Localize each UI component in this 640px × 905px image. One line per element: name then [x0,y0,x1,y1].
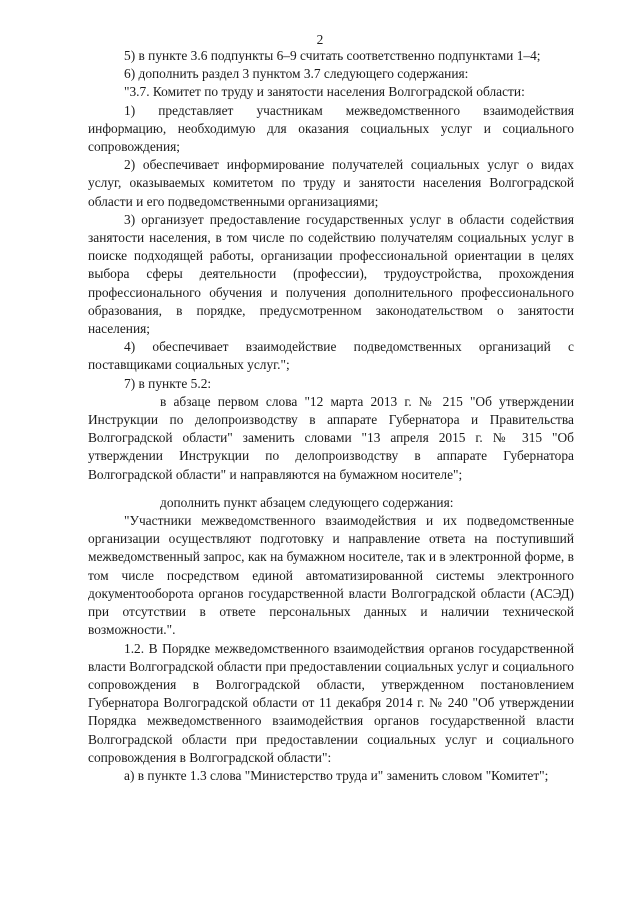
document-body [88,47,574,785]
paragraph-section-1-2: 1.2. В Порядке межведомственного взаимодействия органов государственной власти Волгоградской области при предоставлении социальных услуг и социального сопровождения в Волгоградской области, утвержденном постановлением Губернатора Волгоградской области от 11 декабря 2014 г. № 240 "Об утверждении Порядка межведомственного взаимодействия органов государственной власти Волгоградской области при предоставлении социальных услуг и социального сопровождения в Волгоградской области": [88,640,574,765]
paragraph-first-clause-amendment: в абзаце первом слова "12 марта 2013 г. № 215 "Об утверждении Инструкции по делопроизводству в аппарате Губернатора и Правительства Волгоградской области" заменить словами "13 апреля 2015 г. № 315 "Об утверждении Инструкции по делопроизводству в аппарате Губернатора Волгоградской области" и направляются на бумажном носителе"; [88,393,574,482]
paragraph-added-text: "Участники межведомственного взаимодействия и их подведомственные организации осуществляют подготовку и направление ответа на поступивший межведомственный запрос, как на бумажном носителе, так и в электронной форме, в том числе посредством единой автоматизированной системы электронного документооборота органов государственной власти Волгоградской области (АСЭД) при отсутствии в ответе персональных данных и наличии технической возможности.". [88,513,574,638]
paragraph-item-5: 5) в пункте 3.6 подпункты 6–9 считать соответственно подпунктами 1–4; [124,48,541,63]
paragraph-item-7: 7) в пункте 5.2: [124,375,212,391]
paragraph-subitem-1: 1) представляет участникам межведомственного взаимодействия информацию, необходимую для оказания социальных услуг и социального сопровождения; [88,102,574,155]
paragraph-subitem-a: а) в пункте 1.3 слова "Министерство труда и" заменить словом "Комитет"; [124,767,549,783]
paragraph-add-clause: дополнить пункт абзацем следующего содержания: [160,494,454,510]
paragraph-section-3-7-heading: "3.7. Комитет по труду и занятости населения Волгоградской области: [124,84,525,100]
paragraph-subitem-4: 4) обеспечивает взаимодействие подведомственных организаций с поставщиками социальных услуг."; [88,339,574,373]
paragraph-item-6: 6) дополнить раздел 3 пунктом 3.7 следующего содержания: [124,66,469,82]
paragraph-subitem-3: 3) организует предоставление государственных услуг в области содействия занятости населения, в том числе по содействию получателям социальных услуг в поиске подходящей работы, организации профессиональной ориентации в целях выбора сферы деятельности (профессии), трудоустройства, прохождения профессионального обучения и получения дополнительного профессионального образования, в порядке, предусмотренном законодательством о занятости населения; [88,211,574,337]
paragraph-subitem-2: 2) обеспечивает информирование получателей социальных услуг о видах услуг, оказываемых комитетом по труду и занятости населения Волгоградской области и его подведомственными организациями; [88,157,574,209]
page-number: 2 [316,32,324,47]
